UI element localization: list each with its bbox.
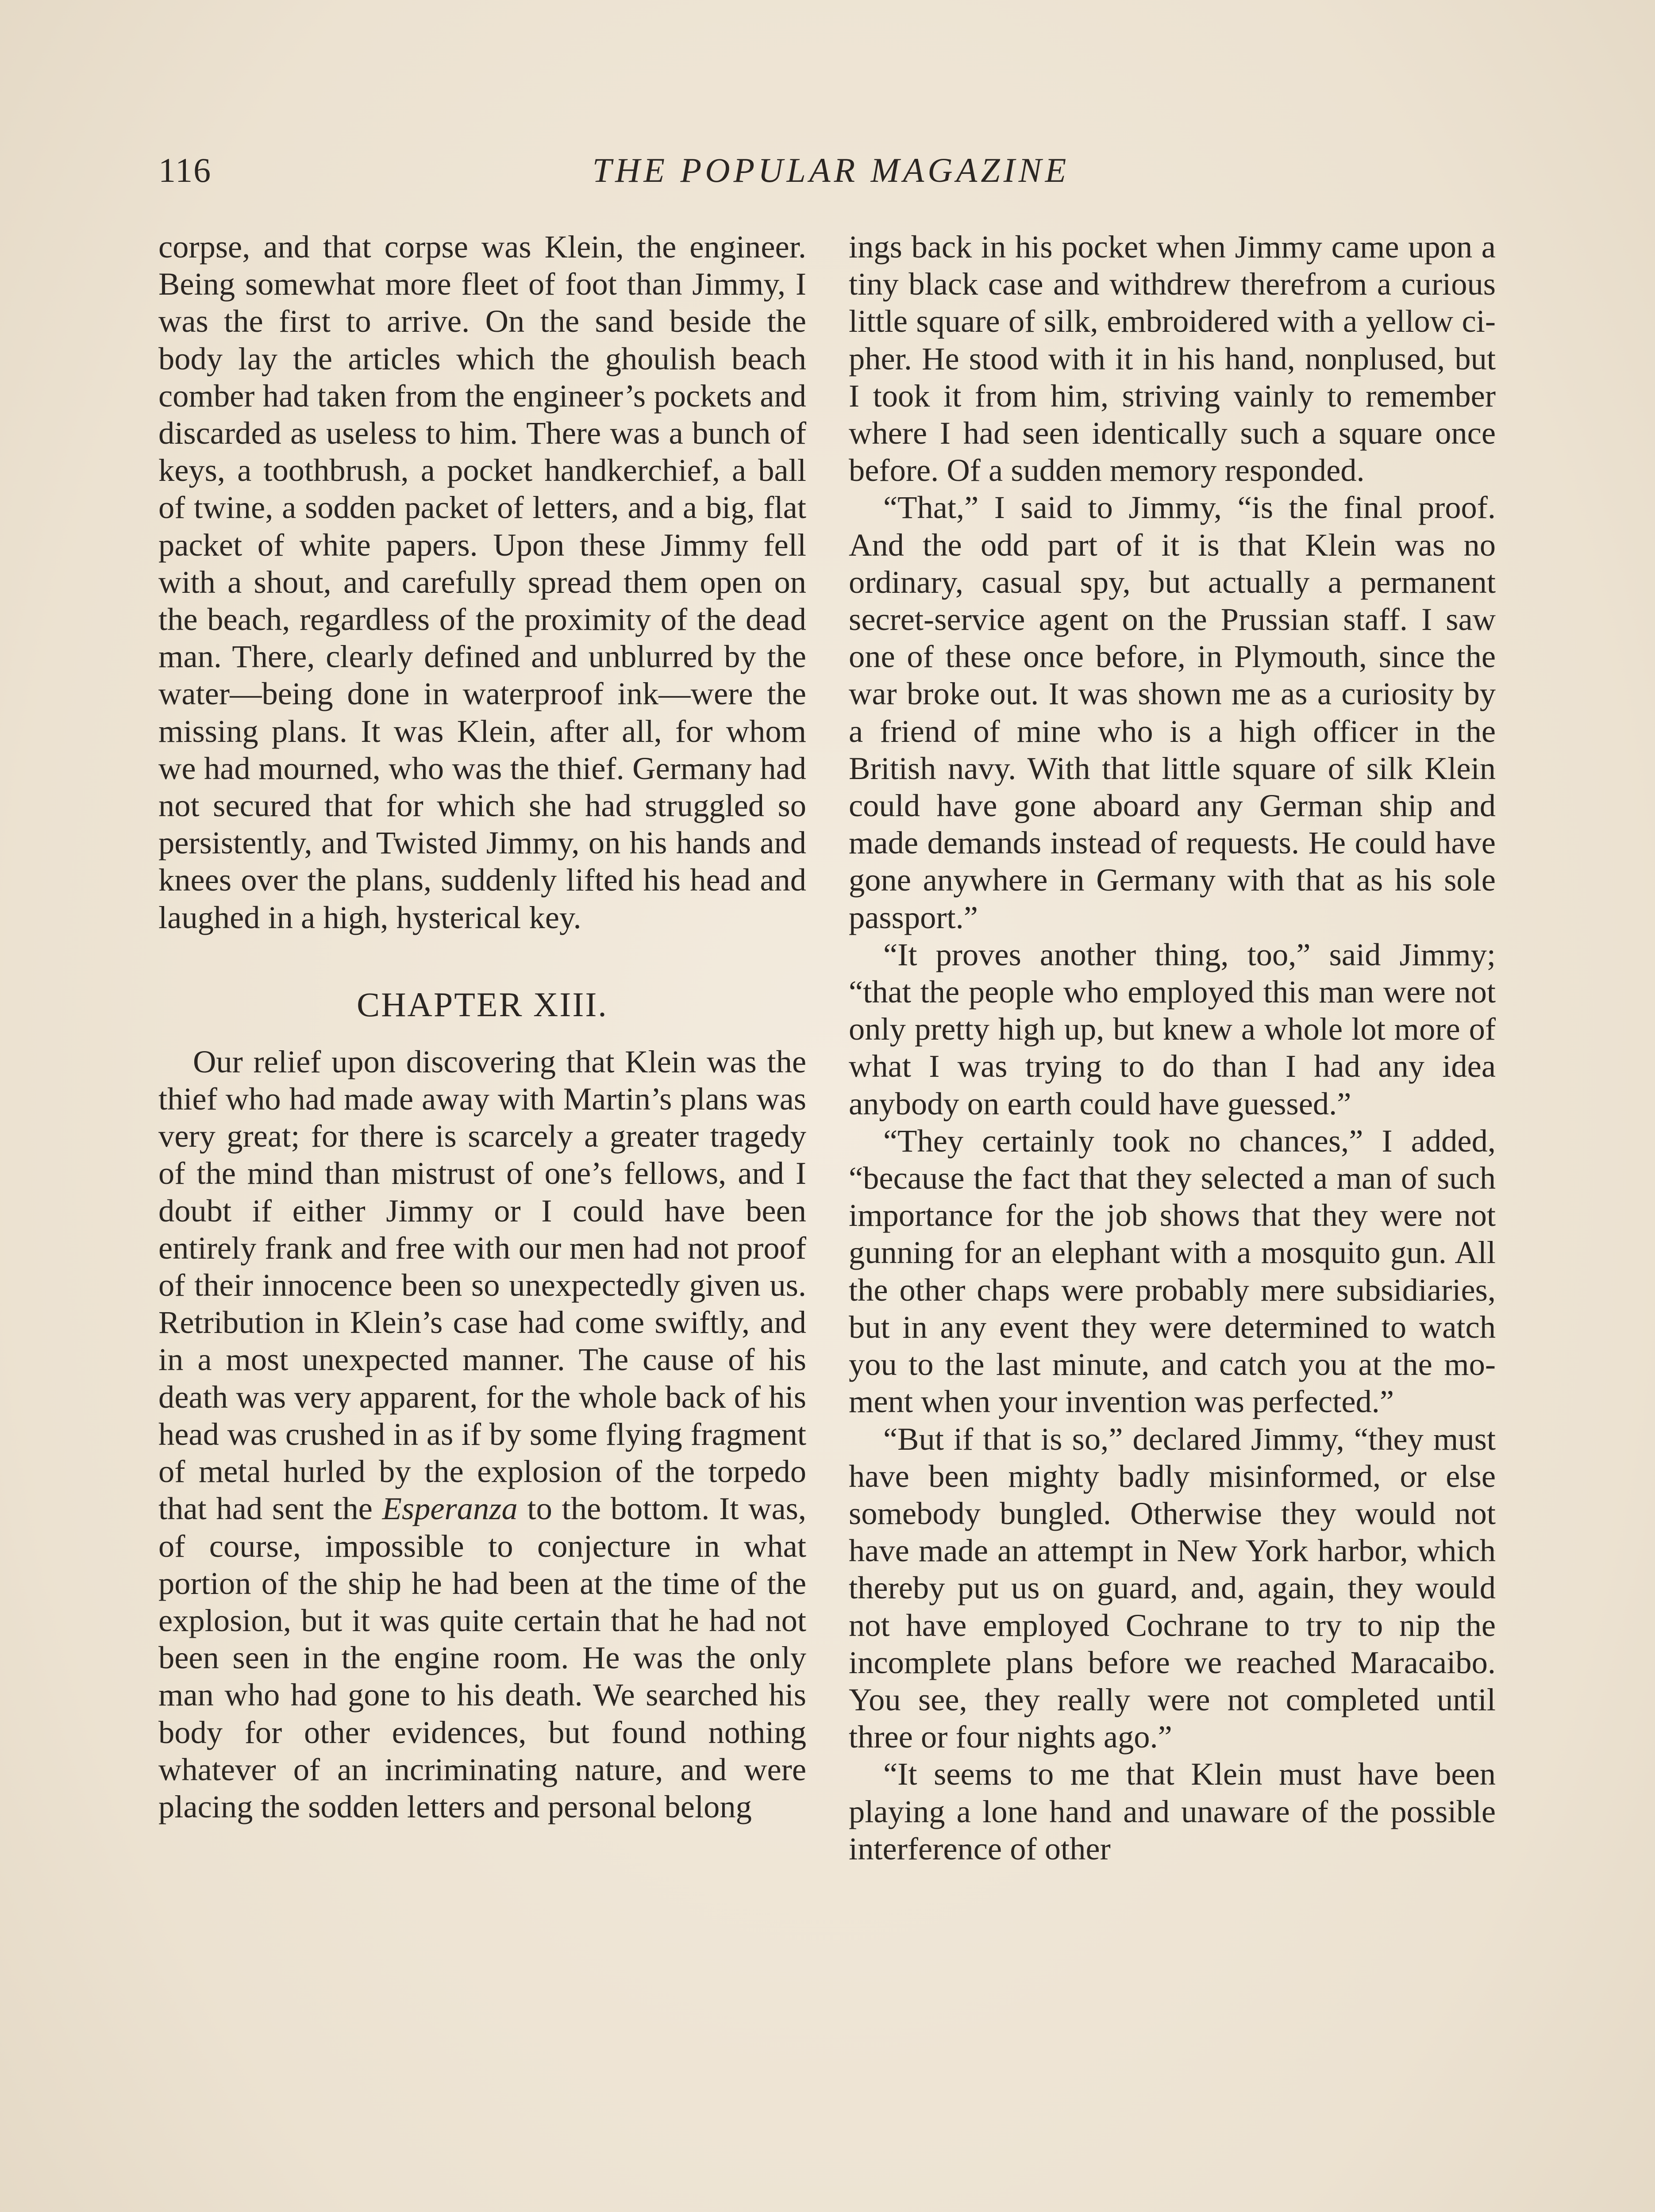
story-paragraph: corpse, and that corpse was Klein, the engineer. Being somewhat more fleet of foot than Jimmy, I was the first to arrive. On the sand beside the body lay the articles which the ghoulish beach comber had taken from the engineer’s pockets and discarded as useless to him. There was a bunch of keys, a toothbrush, a pocket handkerchief, a ball of twine, a sodden packet of letters, and a big, flat packet of white papers. Upon these Jimmy fell with a shout, and carefully spread them open on the beach, regardless of the proximity of the dead man. There, clearly defined and unblurred by the water—being done in waterproof ink—were the missing plans. It was Klein, after all, for whom we had mourned, who was the thief. Germany had not secured that for which she had struggled so persistently, and Twisted Jimmy, on his hands and knees over the plans, suddenly lifted his head and laughed in a high, hysterical key. [158, 229, 806, 935]
story-paragraph: ings back in his pocket when Jimmy came upon a tiny black case and withdrew therefrom a curious little square of silk, embroidered with a yellow cipher. He stood with it in his hand, nonplused, but I took it from him, striving vainly to remember where I had seen identically such a square once before. Of a sudden memory responded. [849, 229, 1496, 488]
ship-name: Esperanza [382, 1490, 518, 1527]
paragraph-text: Our relief upon discovering that Klein was the thief who had made away with Martin’s plans was very great; for there is scarcely a greater tragedy of the mind than mistrust of one’s fellows, and I doubt if either Jimmy or I could have been entirely frank and free with our men had not proof of their innocence been so unexpectedly given us. Retribution in Klein’s case had come swiftly, and in a most unexpected manner. The cause of his death was very apparent, for the whole back of his head was crushed in as if by some flying fragment of metal hurled by the explosion of the torpedo that had sent the [158, 1043, 806, 1527]
story-paragraph: “That,” I said to Jimmy, “is the final proof. And the odd part of it is that Klein was no ordinary, casual spy, but actually a permanent secret-service agent on the Prussian staff. I saw one of these once before, in Plymouth, since the war broke out. It was shown me as a curiosity by a friend of mine who is a high officer in the British navy. With that little square of silk Klein could have gone aboard any German ship and made demands instead of requests. He could have gone anywhere in Germany with that as his sole passport.” [849, 489, 1496, 935]
paragraph-text: to the bottom. It was, of course, impossible to conjecture in what portion of the ship he had been at the time of the explosion, but it was quite certain that he had not been seen in the engine room. He was the only man who had gone to his death. We searched his body for other evidences, but found nothing whatever of an incriminating nature, and were placing the sodden letters and personal belong [158, 1490, 806, 1824]
story-paragraph: “It seems to me that Klein must have been playing a lone hand and unaware of the possible interference of other [849, 1756, 1496, 1866]
right-column [849, 228, 1496, 1867]
running-head [158, 150, 1504, 204]
story-paragraph [158, 1043, 806, 1825]
magazine-title: THE POPULAR MAGAZINE [592, 151, 1070, 189]
story-paragraph: “But if that is so,” declared Jimmy, “they must have been mighty badly misinformed, or else somebody bungled. Otherwise they would not have made an attempt in New York harbor, which thereby put us on guard, and, again, they would not have employed Cochrane to try to nip the incomplete plans before we reached Maracaibo. You see, they really were not completed until three or four nights ago.” [849, 1421, 1496, 1755]
left-column [158, 228, 806, 1825]
chapter-heading: CHAPTER XIII. [357, 985, 608, 1024]
page-number: 116 [158, 151, 212, 189]
story-paragraph: “They certainly took no chances,” I added, “because the fact that they selected a man of such importance for the job shows that they were not gunning for an elephant with a mosquito gun. All the other chaps were probably mere subsidiaries, but in any event they were determined to watch you to the last minute, and catch you at the moment when your invention was perfected.” [849, 1122, 1496, 1420]
story-paragraph: “It proves another thing, too,” said Jimmy; “that the people who employed this man were not only pretty high up, but knew a whole lot more of what I was trying to do than I had any idea anybody on earth could have guessed.” [849, 936, 1496, 1121]
